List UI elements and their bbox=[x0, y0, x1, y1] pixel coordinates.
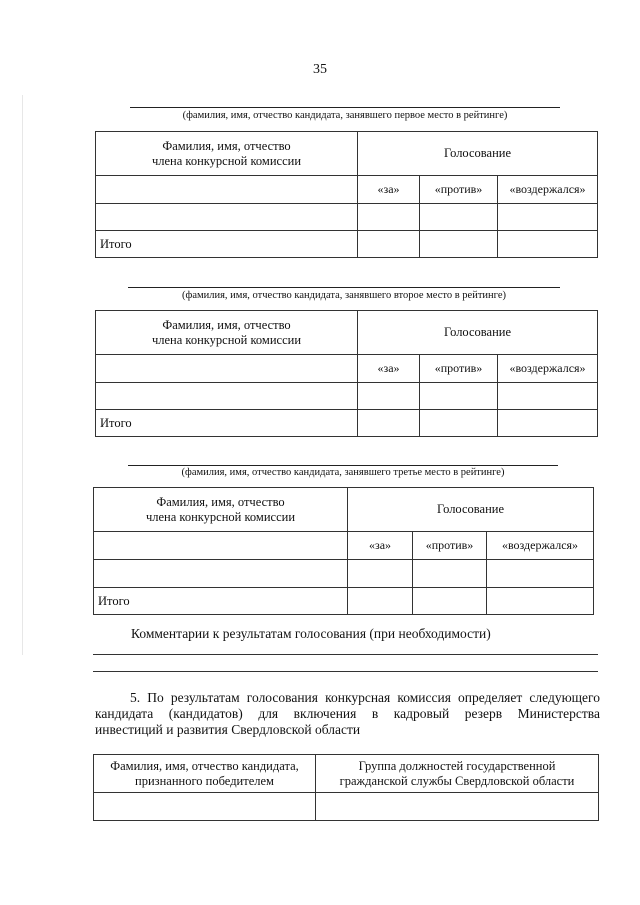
total-row bbox=[96, 231, 598, 258]
header-position-group: Группа должностей государственной гражданской службы Свердловской области bbox=[316, 755, 599, 793]
total-label: Итого bbox=[94, 588, 348, 615]
col-abstain: «воздержался» bbox=[487, 532, 594, 560]
header-member-name: Фамилия, имя, отчество члена конкурсной комиссии bbox=[96, 132, 358, 176]
header-voting: Голосование bbox=[358, 132, 598, 176]
winner-table bbox=[93, 754, 599, 821]
vote-table-2 bbox=[95, 310, 598, 437]
candidate-caption-3: (фамилия, имя, отчество кандидата, занявшего третье место в рейтинге) bbox=[181, 467, 505, 478]
total-label: Итого bbox=[96, 231, 358, 258]
caption-underline-1 bbox=[130, 107, 560, 108]
col-against: «против» bbox=[413, 532, 487, 560]
table-row bbox=[94, 793, 599, 821]
col-for: «за» bbox=[348, 532, 413, 560]
header-voting: Голосование bbox=[348, 488, 594, 532]
section-5-line-3: инвестиций и развития Свердловской области bbox=[95, 722, 361, 737]
vote-table-1 bbox=[95, 131, 598, 258]
margin-mark bbox=[22, 95, 23, 655]
vote-table-3 bbox=[93, 487, 594, 615]
caption-underline-2 bbox=[128, 287, 560, 288]
header-voting: Голосование bbox=[358, 311, 598, 355]
table-row bbox=[96, 204, 598, 231]
col-abstain: «воздержался» bbox=[498, 176, 598, 204]
comment-line-2 bbox=[93, 671, 598, 672]
comment-line-1 bbox=[93, 654, 598, 655]
section-5-line-2: кандидата (кандидатов) для включения в кадровый резерв Министерства bbox=[95, 706, 600, 721]
header-member-name: Фамилия, имя, отчество члена конкурсной комиссии bbox=[94, 488, 348, 532]
table-cell bbox=[96, 176, 358, 204]
total-label: Итого bbox=[96, 410, 358, 437]
col-for: «за» bbox=[358, 355, 420, 383]
col-abstain: «воздержался» bbox=[498, 355, 598, 383]
col-against: «против» bbox=[420, 355, 498, 383]
header-winner-name: Фамилия, имя, отчество кандидата, признанного победителем bbox=[94, 755, 316, 793]
comments-label: Комментарии к результатам голосования (при необходимости) bbox=[131, 626, 491, 641]
table-cell bbox=[94, 532, 348, 560]
table-row bbox=[96, 383, 598, 410]
table-row bbox=[94, 560, 594, 588]
section-5-paragraph bbox=[95, 690, 600, 738]
caption-underline-3 bbox=[128, 465, 558, 466]
col-against: «против» bbox=[420, 176, 498, 204]
candidate-caption-1: (фамилия, имя, отчество кандидата, занявшего первое место в рейтинге) bbox=[182, 110, 508, 121]
total-row bbox=[96, 410, 598, 437]
page-number: 35 bbox=[313, 62, 327, 77]
section-5-line-1: 5. По результатам голосования конкурсная комиссия определяет следующего bbox=[130, 690, 600, 705]
table-cell bbox=[96, 355, 358, 383]
header-member-name: Фамилия, имя, отчество члена конкурсной комиссии bbox=[96, 311, 358, 355]
col-for: «за» bbox=[358, 176, 420, 204]
candidate-caption-2: (фамилия, имя, отчество кандидата, занявшего второе место в рейтинге) bbox=[182, 290, 506, 301]
total-row bbox=[94, 588, 594, 615]
